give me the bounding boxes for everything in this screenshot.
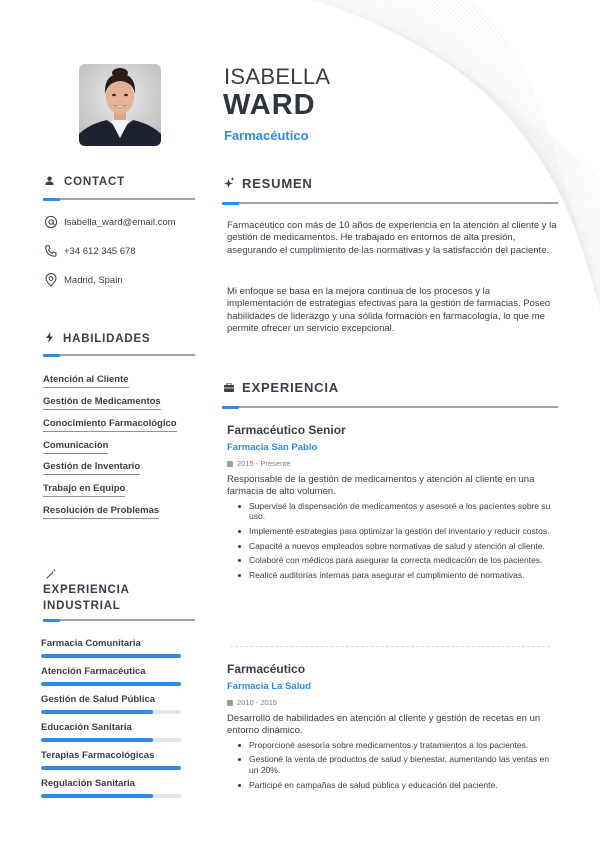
achievement-item: Colaboré con médicos para asegurar la correcta medicación de los pacientes. [227,555,553,566]
experience-heading-text: EXPERIENCIA [242,380,339,395]
contact-phone[interactable] [44,244,136,258]
summary-heading-text: RESUMEN [242,176,313,191]
industry-item [41,778,182,798]
skills-divider [43,354,195,356]
calendar-icon [227,700,233,706]
industry-label: Terapias Farmacológicas [41,750,155,761]
industry-item [41,722,182,742]
industry-item [41,638,182,658]
skills-heading [45,332,150,346]
industry-level-fill [41,766,181,770]
achievement-item: Implementé estrategias para optimizar la gestión del inventario y reducir costos. [227,526,553,537]
summary-paragraph: Farmacéutico con más de 10 años de experiencia en la atención al cliente y la gestión de medicamentos. He trabajado en entornos de alta presión, asegurando el cumplimiento de las normativas y la satisfacción del paciente. [227,220,557,256]
contact-location-text: Madrid, Spain [64,274,123,286]
job-company: Farmacia San Pablo [227,442,318,453]
at-icon [44,215,58,229]
job-description: Desarrollo de habilidades en atención al cliente y gestión de recetas en un entorno dinámico. [227,713,541,737]
job-divider [230,646,550,647]
industry-level-track [41,794,181,798]
contact-heading [45,176,125,188]
job-dates-text: 2015 - Presente [237,459,291,468]
industry-level-track [41,682,181,686]
experience-heading [224,380,339,395]
industry-item [41,750,182,770]
industry-label: Educación Sanitaria [41,722,132,733]
contact-divider [43,198,195,200]
industry-level-fill [41,710,153,714]
industry-item [41,666,182,686]
job-dates [227,698,557,707]
industry-level-fill [41,738,153,742]
industry-level-fill [41,794,153,798]
contact-email[interactable] [44,215,176,229]
industry-label: Atención Farmacéutica [41,666,146,677]
skill-item: Gestión de Medicamentos [43,396,161,410]
industry-level-track [41,766,181,770]
job-achievements [227,501,557,581]
contact-heading-text: CONTACT [64,176,125,188]
divider-accent [222,406,239,409]
industry-heading [43,582,183,614]
job-entry [227,423,557,584]
industry-item [41,694,182,714]
sparkle-icon [224,176,236,191]
job-title: Farmacéutico [224,128,309,143]
phone-icon [44,244,58,258]
industry-heading-line2: INDUSTRIAL [43,600,121,612]
summary-divider [222,202,558,204]
job-achievements [227,740,557,790]
profile-photo [79,64,161,146]
industry-label: Regulación Sanitaria [41,778,135,789]
divider-accent [43,354,60,357]
briefcase-icon [224,380,236,395]
industry-divider [43,619,195,621]
job-role: Farmacéutico Senior [227,423,346,437]
skill-item: Trabajo en Equipo [43,483,125,497]
skill-item: Comunicación [43,440,108,454]
achievement-item: Gestioné la venta de productos de salud y bienestar, aumentando las ventas en un 20%. [227,754,553,775]
achievement-item: Realicé auditorías internas para asegurar el cumplimiento de normativas. [227,570,553,581]
skill-item: Resolución de Problemas [43,505,159,519]
divider-accent [222,202,239,205]
industry-label: Farmacia Comunitaria [41,638,141,649]
job-company: Farmacia La Salud [227,681,311,692]
location-pin-icon [44,273,58,287]
divider-accent [43,619,60,622]
achievement-item: Supervisé la dispensación de medicamentos y asesoré a los pacientes sobre su uso. [227,501,553,522]
wrench-icon [46,566,56,576]
contact-location [44,273,123,287]
skill-item: Conocimiento Farmacológico [43,418,177,432]
achievement-item: Capacité a nuevos empleados sobre normativas de salud y atención al cliente. [227,541,553,552]
achievement-item: Proporcioné asesoría sobre medicamentos y tratamientos a los pacientes. [227,740,553,751]
contact-email-text: Isabella_ward@email.com [64,216,176,228]
job-dates [227,459,557,468]
industry-label: Gestión de Salud Pública [41,694,156,705]
job-dates-text: 2010 - 2015 [237,698,278,707]
first-name: ISABELLA [224,64,331,89]
industry-level-fill [41,654,181,658]
contact-phone-text: +34 612 345 678 [64,245,136,257]
divider-accent [43,198,60,201]
skills-heading-text: HABILIDADES [63,333,151,345]
industry-level-track [41,710,181,714]
industry-heading-line1: EXPERIENCIA [43,584,130,596]
job-role: Farmacéutico [227,662,306,676]
last-name: WARD [223,89,316,121]
achievement-item: Participé en campañas de salud pública y educación del paciente. [227,780,553,791]
skill-item: Atención al Cliente [43,374,129,388]
summary-paragraph: Mi enfoque se basa en la mejora continua de los procesos y la implementación de estrategias efectivas para la gestión de farmacias. Poseo habilidades de liderazgo y una sólida formación en farmacología, lo que me permite ofrecer un servicio excepcional. [227,286,551,335]
experience-divider [222,406,558,408]
summary-heading [224,176,313,191]
skill-item: Gestión de Inventario [43,461,140,475]
industry-level-track [41,738,181,742]
bolt-icon [45,332,57,346]
user-icon [45,176,57,188]
industry-level-track [41,654,181,658]
job-description: Responsable de la gestión de medicamentos y atención al cliente en una farmacia de alto volumen. [227,474,535,498]
job-entry [227,662,557,794]
industry-level-fill [41,682,181,686]
calendar-icon [227,461,233,467]
